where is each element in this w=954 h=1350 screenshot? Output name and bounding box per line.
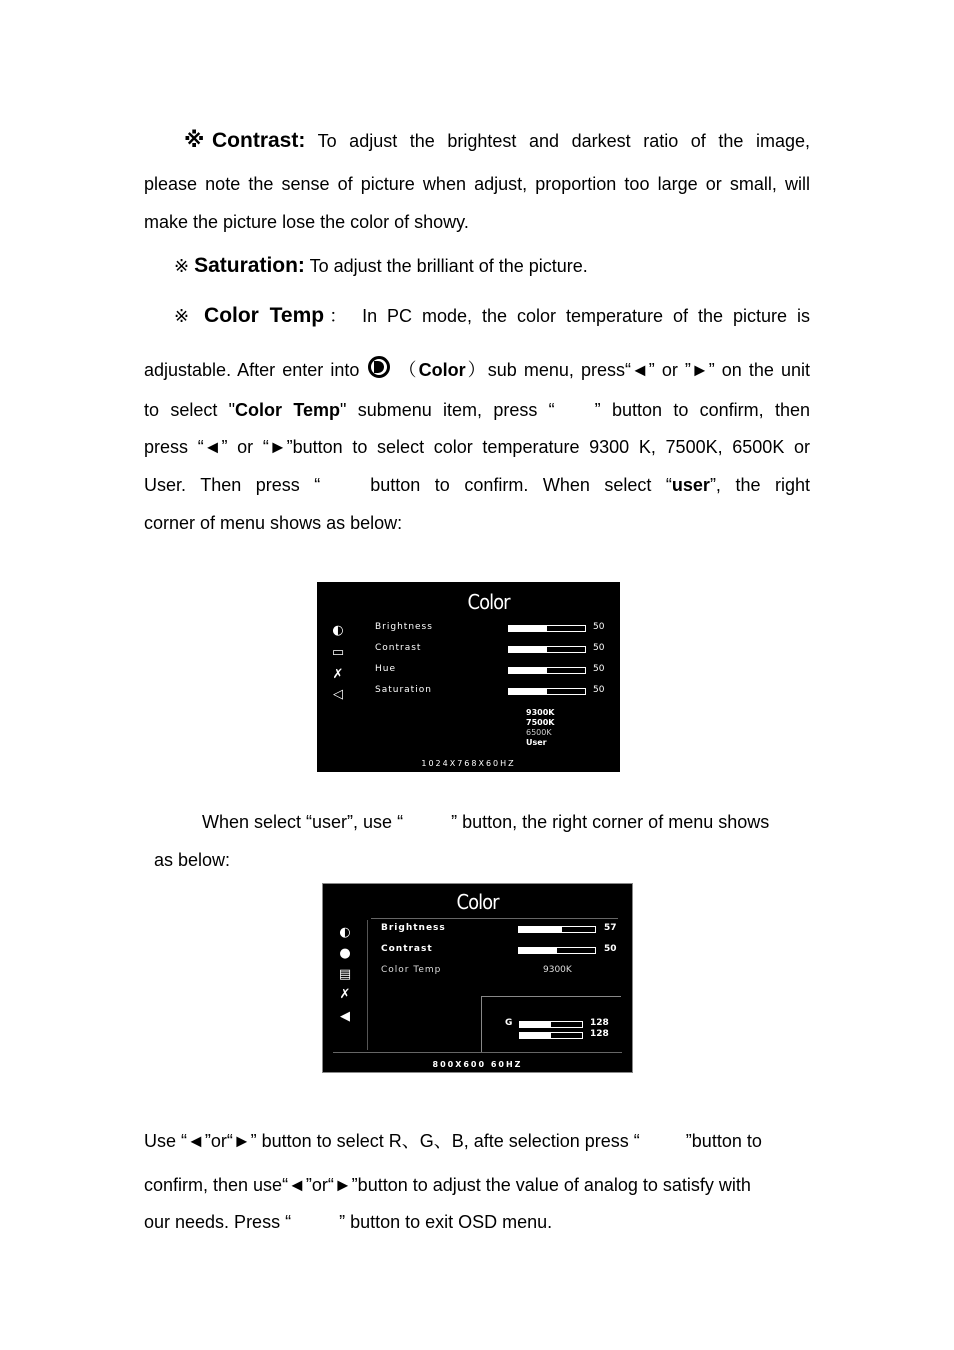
colortemp-text-5b: button to confirm. When select “ (370, 475, 672, 495)
osd-screenshot-user-rgb (322, 883, 633, 1073)
saturation-line (144, 255, 810, 277)
color-menu-name: Color (418, 360, 466, 380)
contrast-icon: ◐ (332, 623, 344, 638)
monitor-icon: ▭ (331, 645, 345, 660)
osd2-rgb-value: 128 (590, 1018, 609, 1028)
rgb-line-2: confirm, then use“◄”or“►”button to adjust the value of analog to satisfy with (144, 1175, 751, 1195)
monitor-icon: ▤ (338, 967, 352, 982)
osd1-footer-resolution: 1024X768X60HZ (421, 759, 516, 768)
saturation-heading: Saturation: (194, 254, 305, 277)
saturation-mark: ※ (174, 256, 195, 276)
osd1-bar (508, 646, 586, 653)
osd2-value: 57 (604, 923, 617, 933)
osd2-title: Color (456, 890, 499, 914)
speaker-icon: ◁ (333, 687, 343, 702)
osd2-row-colortemp (323, 965, 632, 979)
user-line-1 (202, 811, 822, 833)
osd2-rgb-bar (519, 1032, 583, 1039)
rgb-text-1b: ”button to (685, 1131, 762, 1151)
osd2-footer-divider (333, 1052, 622, 1053)
user-text-1b: ” button, the right corner of menu shows (451, 812, 770, 832)
osd2-bar (518, 926, 596, 933)
contrast-mark: ※ (184, 129, 212, 152)
tools-icon: ✗ (332, 667, 344, 682)
osd1-label: Contrast (375, 643, 422, 653)
osd1-label: Brightness (375, 622, 433, 632)
temp-option-7500k: 7500K (526, 718, 555, 727)
speaker-icon: ◀ (340, 1009, 350, 1024)
osd1-bar (508, 667, 586, 674)
osd2-row-contrast (323, 944, 632, 958)
contrast-line-3: make the picture lose the color of showy. (144, 212, 469, 232)
colortemp-line-1 (144, 305, 810, 327)
contrast-icon: ◐ (339, 925, 351, 940)
osd1-value: 50 (593, 664, 605, 674)
user-text-1a: When select “user”, use “ (202, 812, 404, 832)
osd1-title: Color (467, 590, 510, 614)
osd1-value: 50 (593, 622, 605, 632)
colortemp-line-2 (144, 356, 810, 381)
temp-option-9300k: 9300K (526, 708, 555, 717)
colortemp-text-2b: sub menu, press“◄” or ”►” on the unit (487, 360, 811, 380)
osd2-row-b (323, 1029, 632, 1043)
colortemp-text-2a: adjustable. After enter into (144, 360, 367, 380)
colortemp-text-1: In PC mode, the color temperature of the picture is (362, 306, 810, 326)
colortemp-line-4: press “◄” or “►”button to select color temperature 9300 K, 7500K, 6500K or (144, 437, 810, 457)
colortemp-colon: ： (324, 306, 353, 326)
rgb-text-3a: our needs. Press “ (144, 1212, 292, 1232)
osd2-colortemp-label: Color Temp (381, 965, 442, 975)
temp-option-user: User (526, 738, 547, 747)
osd-screenshot-color-temp (317, 582, 620, 772)
osd1-value: 50 (593, 685, 605, 695)
osd2-label: Brightness (381, 923, 446, 933)
paren-open: （ (396, 360, 419, 380)
osd1-label: Hue (375, 664, 397, 674)
rgb-text-1a: Use “◄”or“►” button to select R、G、B, afte selection press “ (144, 1131, 640, 1151)
contrast-line-1 (144, 130, 810, 152)
osd1-row-contrast (317, 643, 620, 657)
colortemp-text-3a: to select " (144, 400, 236, 420)
osd1-row-hue (317, 664, 620, 678)
saturation-text: To adjust the brilliant of the picture. (304, 256, 588, 276)
osd1-temp-list (526, 708, 554, 748)
paren-close: ） (465, 360, 488, 380)
color-contrast-icon (366, 356, 396, 380)
osd1-row-saturation (317, 685, 620, 699)
colortemp-bold: Color Temp (235, 400, 340, 420)
osd1-label: Saturation (375, 685, 432, 695)
osd2-value: 50 (604, 944, 617, 954)
user-bold: user (671, 475, 710, 495)
colortemp-line-5 (144, 474, 810, 496)
osd2-footer-resolution: 800X600 60HZ (432, 1060, 523, 1069)
contrast-line-2: please note the sense of picture when adjust, proportion too large or small, will (144, 174, 810, 194)
osd2-row-brightness (323, 923, 632, 937)
tools-icon: ✗ (339, 987, 351, 1002)
colortemp-heading: Color Temp (204, 304, 325, 327)
color-icon: ● (339, 946, 351, 961)
user-line-2: as below: (154, 850, 231, 870)
contrast-heading: Contrast: (212, 129, 306, 152)
osd2-rgb-label: G (505, 1018, 514, 1028)
colortemp-line-3 (144, 399, 810, 421)
osd2-rgb-bar (519, 1021, 583, 1028)
osd1-value: 50 (593, 643, 605, 653)
osd2-rgb-box-top (481, 996, 621, 997)
contrast-text-1: To adjust the brightest and darkest ratio of the image, (317, 131, 810, 151)
osd1-row-brightness (317, 622, 620, 636)
colortemp-text-5c: ”, the right (709, 475, 810, 495)
osd2-divider (371, 918, 618, 919)
osd1-bar (508, 625, 586, 632)
rgb-line-3 (144, 1211, 804, 1233)
colortemp-line-6: corner of menu shows as below: (144, 513, 403, 533)
osd2-label: Contrast (381, 944, 433, 954)
osd2-rgb-value: 128 (590, 1029, 609, 1039)
rgb-text-3b: ” button to exit OSD menu. (339, 1212, 553, 1232)
osd2-colortemp-value: 9300K (543, 965, 572, 975)
colortemp-mark: ※ (174, 306, 205, 326)
colortemp-text-3c: ” button to confirm, then (594, 400, 810, 420)
temp-option-6500k: 6500K (526, 728, 552, 737)
colortemp-text-3b: " submenu item, press “ (340, 400, 555, 420)
osd1-bar (508, 688, 586, 695)
osd2-bar (518, 947, 596, 954)
rgb-line-1 (144, 1130, 804, 1152)
colortemp-text-5a: User. Then press “ (144, 475, 321, 495)
